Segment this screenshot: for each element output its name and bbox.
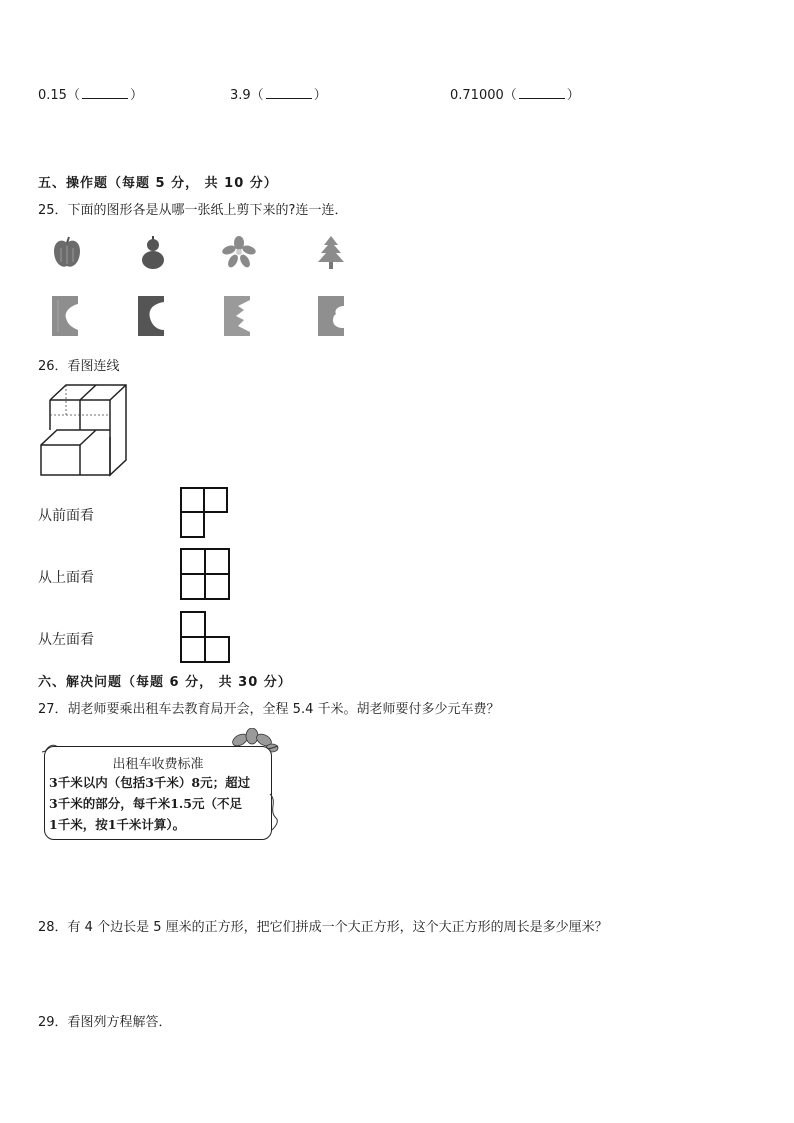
taxi-fare-line: 1千米，按1千米计算）。	[49, 817, 186, 832]
taxi-fare-title: 出租车收费标准	[112, 757, 204, 772]
gourd-shape-icon	[140, 234, 166, 270]
cube-stack-figure	[38, 382, 132, 478]
fill-item-close: ）	[313, 88, 327, 103]
tree-shape-icon	[316, 234, 346, 270]
fill-item-value: 3.9（	[230, 88, 264, 103]
taxi-fare-line: 3千米以内（包括3千米）8元；超过	[49, 775, 251, 790]
vine-decoration-icon	[266, 792, 282, 832]
left-view-figure	[180, 611, 232, 665]
question-29: 29．看图列方程解答．	[38, 1015, 172, 1030]
top-view-figure	[180, 548, 232, 602]
fill-item-3	[450, 84, 580, 103]
question-27: 27．胡老师要乘出租车去教育局开会，全程 5.4 千米。胡老师要付多少元车费？	[38, 702, 500, 717]
paper-cutout-3-icon	[224, 296, 252, 336]
fill-item-value: 0.15（	[38, 88, 80, 103]
apple-shape-icon	[52, 236, 82, 270]
taxi-fare-line: 3千米的部分，每千米1.5元（不足	[49, 796, 242, 811]
taxi-fare-card	[36, 728, 282, 842]
answer-blank[interactable]	[82, 87, 128, 99]
flower-shape-icon	[222, 236, 256, 268]
taxi-fare-panel	[44, 746, 272, 840]
fill-item-2	[230, 84, 327, 103]
fill-item-close: ）	[566, 88, 580, 103]
question-26: 26．看图连线	[38, 359, 120, 374]
fill-item-close: ）	[129, 88, 143, 103]
section-6-title: 六、解决问题（每题 6 分， 共 30 分）	[38, 675, 292, 690]
paper-cutout-2-icon	[138, 296, 166, 336]
question-25: 25．下面的图形各是从哪一张纸上剪下来的?连一连．	[38, 203, 348, 218]
front-view-figure	[180, 487, 230, 539]
view-label-front: 从前面看	[38, 508, 94, 524]
paper-cutout-1-icon	[52, 296, 80, 336]
section-5-title: 五、操作题（每题 5 分， 共 10 分）	[38, 176, 278, 191]
fill-item-value: 0.71000（	[450, 88, 517, 103]
answer-blank[interactable]	[266, 87, 312, 99]
question-28: 28．有 4 个边长是 5 厘米的正方形，把它们拼成一个大正方形，这个大正方形的周长是多少厘米？	[38, 920, 608, 935]
fill-item-1	[38, 84, 143, 103]
view-label-top: 从上面看	[38, 570, 94, 586]
paper-cutout-4-icon	[318, 296, 346, 336]
answer-blank[interactable]	[519, 87, 565, 99]
view-label-left: 从左面看	[38, 632, 94, 648]
